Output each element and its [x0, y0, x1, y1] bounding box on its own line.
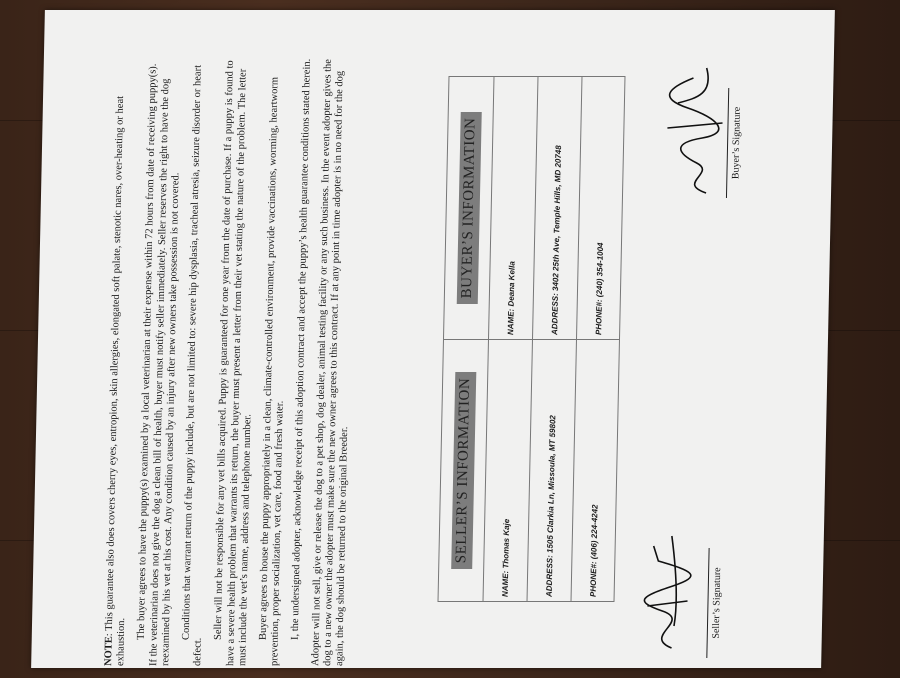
buyer-header-cell	[444, 77, 494, 339]
info-table	[437, 76, 625, 602]
buyer-column	[444, 77, 625, 339]
buyer-signature-block	[726, 88, 743, 198]
seller-column	[439, 339, 620, 601]
buyer-signature-label: Buyer’s Signature	[726, 88, 743, 198]
seller-phone: PHONE#: (406) 224-4242	[588, 504, 600, 597]
rotated-content	[91, 38, 864, 678]
seller-header: SELLER’S INFORMATION	[451, 372, 476, 569]
seller-header-cell	[439, 340, 489, 601]
resale-paragraph: Adopter will not sell, give or release the dog to a pet shop, dog dealer, animal testing facility or any such business. In the event adopter gives the dog to a new owner the adopter must make sure the new owner agrees to this contract. If at any point in time adopter is in no need for the dog again, the dog should be returned to the original Breeder.	[309, 59, 351, 666]
seller-signature-block	[706, 548, 723, 658]
buyer-name: NAME: Deana Kella	[489, 77, 538, 339]
vet-exam-paragraph: The buyer agrees to have the puppy(s) examined by a local veterinarian at their expense within 72 hours from date of receiving puppy(s). If the veterinarian does not give the dog a clean bill of health, buyer must notify seller immediately. Seller reserves the right to have the dog reexamined by his vet at his cost. Any condition caused by an injury after new owners take possession is not covered.	[136, 63, 182, 666]
contract-page	[31, 10, 835, 668]
contract-body	[103, 56, 367, 666]
buyer-header: BUYER’S INFORMATION	[456, 112, 481, 305]
buyer-address: ADDRESS: 3402 25th Ave, Temple Hills, MD 20748	[533, 77, 582, 339]
seller-address: ADDRESS: 1505 Clarkia Ln, Missoula, MT 59802	[528, 340, 577, 601]
note-text: : This guarantee also does covers cherry eyes, entropion, skin allergies, elongated soft palate, stenotic nares, over-heating or heat exhaustion.	[103, 95, 128, 666]
vet-bills-paragraph: Seller will not be responsible for any vet bills acquired. Puppy is guaranteed for one year from the date of purchase. If a puppy is found to have a severe health problem that warrants its return, the buyer must present a letter from their vet stating the nature of the problem. The letter must include the vet’s name, address and telephone number.	[213, 60, 254, 666]
seller-signature-label: Seller’s Signature	[706, 548, 723, 658]
note-label: NOTE	[103, 636, 115, 666]
acknowledgement-paragraph: I, the undersigned adopter, acknowledge receipt of this adoption contract and accept the puppy’s health guarantee conditions stated herein.	[290, 58, 314, 640]
buyer-phone: PHONE#: (240) 354-1004	[594, 242, 606, 335]
seller-signature-scribble	[631, 526, 704, 656]
return-conditions-paragraph: Conditions that warrant return of the puppy include, but are not limited to: severe hip dysplasia, tracheal atresia, seizure disorder or heart defect.	[180, 65, 204, 666]
seller-name: NAME: Thomas Kaje	[484, 340, 533, 601]
housing-paragraph: Buyer agrees to house the puppy appropriately in a clean, climate-controlled environment, provide vaccinations, worming, heartworm prevention, proper socialization, vet care, food and fresh water.	[257, 76, 286, 666]
note-paragraph	[103, 56, 140, 666]
